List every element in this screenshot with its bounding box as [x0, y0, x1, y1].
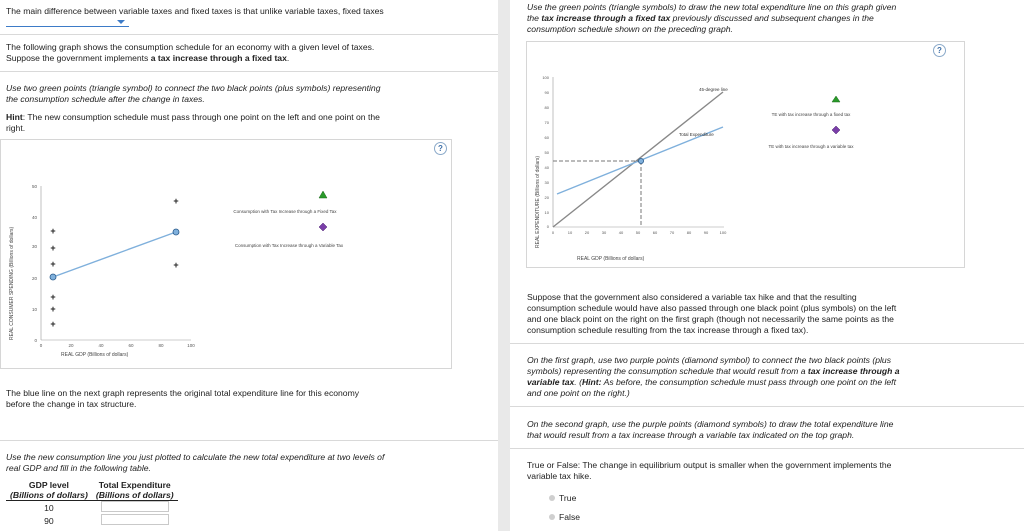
total-expenditure-label: Total Expenditure — [679, 132, 714, 137]
table-row — [6, 501, 178, 515]
y-axis-label: REAL EXPENDITURE (Billions of dollars) — [535, 155, 541, 248]
plus-point[interactable]: + — [50, 304, 56, 314]
45-degree-label: 45-degree line — [699, 87, 728, 92]
y-tick: 40 — [544, 165, 549, 170]
help-icon[interactable]: ? — [434, 142, 447, 155]
para2-text: symbols) representing the consumption schedule that would result from a — [527, 366, 808, 376]
legend-variable: TE with tax increase through a variable tax — [768, 144, 854, 149]
45-degree-line — [553, 92, 723, 227]
x-tick: 100 — [719, 230, 727, 235]
radio-true[interactable] — [549, 495, 555, 501]
q1-prefix: The main difference between variable taxes and fixed taxes is that unlike variable taxes, fixed taxes — [6, 6, 384, 16]
radio-false[interactable] — [549, 514, 555, 520]
x-tick: 70 — [669, 230, 675, 235]
te-cell — [92, 514, 178, 527]
intro-line-2 — [6, 53, 289, 64]
te-input[interactable] — [101, 514, 169, 525]
intro-line-1: The following graph shows the consumption schedule for an economy with a given level of taxes. — [6, 42, 375, 52]
expenditure-graph-svg — [527, 42, 966, 269]
para2-post: As before, the consumption schedule must pass through one point on the left — [601, 377, 896, 387]
tf-line-2: variable tax hike. — [527, 471, 592, 481]
chevron-down-icon — [117, 20, 125, 24]
expenditure-graph[interactable] — [526, 41, 965, 268]
top-line-3: consumption schedule shown on the preceding graph. — [527, 24, 733, 34]
divider — [510, 343, 1024, 344]
para1-line-3: and one black point on the right on the first graph (though not necessarily the same points as the — [527, 314, 894, 324]
para1-line-4: consumption schedule resulting from the tax increase through a fixed tax). — [527, 325, 809, 335]
plus-point[interactable]: + — [50, 226, 56, 236]
plus-point[interactable]: + — [50, 292, 56, 302]
plus-point[interactable]: + — [173, 260, 179, 270]
y-tick: 50 — [31, 184, 37, 189]
para2-line-1: On the first graph, use two purple points (diamond symbol) to connect the two black points (plus — [527, 355, 891, 365]
intro-text: Suppose the government implements — [6, 53, 151, 63]
top-text: the — [527, 13, 542, 23]
col-total-expenditure: Total Expenditure — [98, 480, 171, 490]
para2-mid: . ( — [574, 377, 582, 387]
y-tick: 20 — [31, 276, 37, 281]
plus-points — [50, 196, 178, 329]
intro-post: . — [286, 53, 290, 63]
divider — [0, 34, 498, 35]
x-tick: 0 — [551, 230, 555, 235]
intro-bold: a tax increase through a fixed tax — [150, 53, 287, 63]
y-tick: 0 — [546, 224, 549, 229]
gdp-value: 10 — [44, 502, 54, 513]
para1-line-2: consumption schedule would have also passed through one black point (plus symbols) on the left — [527, 303, 897, 313]
x-tick: 80 — [686, 230, 692, 235]
hint-label: Hint — [6, 112, 23, 122]
col-te-unit: (Billions of dollars) — [92, 490, 178, 501]
consumption-graph-svg — [1, 140, 453, 370]
gdp-value: 90 — [44, 515, 54, 526]
blue-line-text-2: before the change in tax structure. — [6, 399, 137, 409]
hint-text: : The new consumption schedule must pass through one point on the left and one point on the — [22, 112, 380, 122]
y-axis-label: REAL CONSUMER SPENDING (Billions of dollars) — [9, 226, 15, 340]
para2-bold: tax increase through a — [807, 366, 900, 376]
top-bold: tax increase through a fixed tax — [541, 13, 671, 23]
consumption-point-right[interactable] — [173, 229, 179, 235]
x-tick: 100 — [187, 343, 195, 348]
table-instruction-2: real GDP and fill in the following table. — [6, 463, 151, 473]
para2-hint: Hint: — [581, 377, 602, 387]
x-tick: 0 — [39, 343, 43, 348]
table-instruction-1: Use the new consumption line you just plotted to calculate the new total expenditure at two levels of — [6, 452, 385, 462]
legend-fixed: TE with tax increase through a fixed tax — [771, 112, 851, 117]
table-row — [6, 514, 178, 527]
para2-line-3 — [527, 377, 896, 388]
purple-diamond-tool[interactable] — [832, 126, 840, 134]
para2-bold-2: variable tax — [527, 377, 575, 387]
fixed-tax-dropdown[interactable] — [6, 17, 129, 27]
x-tick: 60 — [128, 343, 134, 348]
y-tick: 30 — [544, 180, 549, 185]
y-tick: 70 — [544, 120, 549, 125]
y-ticks — [32, 184, 38, 343]
x-axis-label: REAL GDP (Billions of dollars) — [61, 352, 129, 358]
x-tick: 80 — [158, 343, 164, 348]
x-axis-label: REAL GDP (Billions of dollars) — [577, 256, 645, 262]
divider — [510, 406, 1024, 407]
te-cell — [92, 501, 178, 515]
top-post: previously discussed and subsequent changes in the — [670, 13, 874, 23]
x-tick: 40 — [98, 343, 104, 348]
para3-line-2: that would result from a tax increase through a variable tax indicated on the top graph. — [527, 430, 855, 440]
plus-point[interactable]: + — [50, 243, 56, 253]
y-tick: 100 — [542, 75, 549, 80]
y-tick: 10 — [31, 307, 37, 312]
legend-variable: Consumption with Tax Increase through a Variable Tax — [234, 243, 344, 248]
y-tick: 20 — [544, 195, 549, 200]
hint-line-1 — [6, 112, 380, 123]
green-triangle-tool[interactable] — [832, 96, 840, 102]
x-tick: 50 — [635, 230, 641, 235]
option-true-label[interactable]: True — [559, 493, 577, 503]
x-tick: 10 — [567, 230, 573, 235]
plus-point[interactable]: + — [173, 196, 179, 206]
y-ticks — [542, 75, 549, 229]
consumption-point-left[interactable] — [50, 274, 56, 280]
y-tick: 80 — [544, 105, 549, 110]
te-input[interactable] — [101, 501, 169, 512]
x-ticks — [40, 343, 196, 348]
tf-line-1: True or False: The change in equilibrium output is smaller when the government implements the — [527, 460, 892, 470]
y-tick: 10 — [544, 210, 549, 215]
x-tick: 60 — [652, 230, 658, 235]
x-tick: 30 — [601, 230, 607, 235]
para3-line-1: On the second graph, use the purple points (diamond symbols) to draw the total expenditure line — [527, 419, 894, 429]
plus-point[interactable]: + — [50, 319, 56, 329]
help-icon[interactable]: ? — [933, 44, 946, 57]
y-tick: 90 — [544, 90, 549, 95]
divider — [510, 448, 1024, 449]
y-tick: 30 — [31, 244, 37, 249]
original-consumption-line — [53, 232, 179, 277]
x-tick: 20 — [584, 230, 590, 235]
equilibrium-point[interactable] — [638, 158, 643, 163]
instruction-line-1: Use two green points (triangle symbol) to connect the two black points (plus symbols) representing — [6, 83, 381, 93]
left-panel — [0, 0, 498, 531]
green-triangle-tool[interactable] — [319, 191, 327, 198]
x-tick: 90 — [703, 230, 709, 235]
para1-line-1: Suppose that the government also considered a variable tax hike and that the resulting — [527, 292, 857, 302]
expenditure-table — [6, 480, 178, 527]
purple-diamond-tool[interactable] — [319, 223, 327, 231]
option-false-label[interactable]: False — [559, 512, 581, 522]
plus-point[interactable]: + — [50, 259, 56, 269]
col-gdp-level: GDP level — [28, 480, 69, 490]
consumption-graph[interactable] — [0, 139, 452, 369]
para2-line-2 — [527, 366, 900, 377]
x-ticks — [552, 230, 727, 235]
legend-fixed: Consumption with Tax Increase through a Fixed Tax — [233, 209, 337, 214]
hint-line-2: right. — [6, 123, 26, 133]
x-tick: 40 — [618, 230, 624, 235]
right-panel — [510, 0, 1024, 531]
y-tick: 0 — [34, 338, 37, 343]
divider — [0, 440, 498, 441]
y-tick: 40 — [31, 215, 37, 220]
col-gdp-unit: (Billions of dollars) — [6, 490, 92, 501]
divider — [0, 71, 498, 72]
instruction-line-2: the consumption schedule after the change in taxes. — [6, 94, 205, 104]
x-tick: 20 — [68, 343, 74, 348]
top-line-2 — [527, 13, 874, 24]
blue-line-text-1: The blue line on the next graph represents the original total expenditure line for this economy — [6, 388, 360, 398]
para2-line-4: and one point on the right.) — [527, 388, 630, 398]
y-tick: 50 — [544, 150, 549, 155]
y-tick: 60 — [544, 135, 549, 140]
top-line-1: Use the green points (triangle symbols) to draw the new total expenditure line on this graph given — [527, 2, 897, 12]
